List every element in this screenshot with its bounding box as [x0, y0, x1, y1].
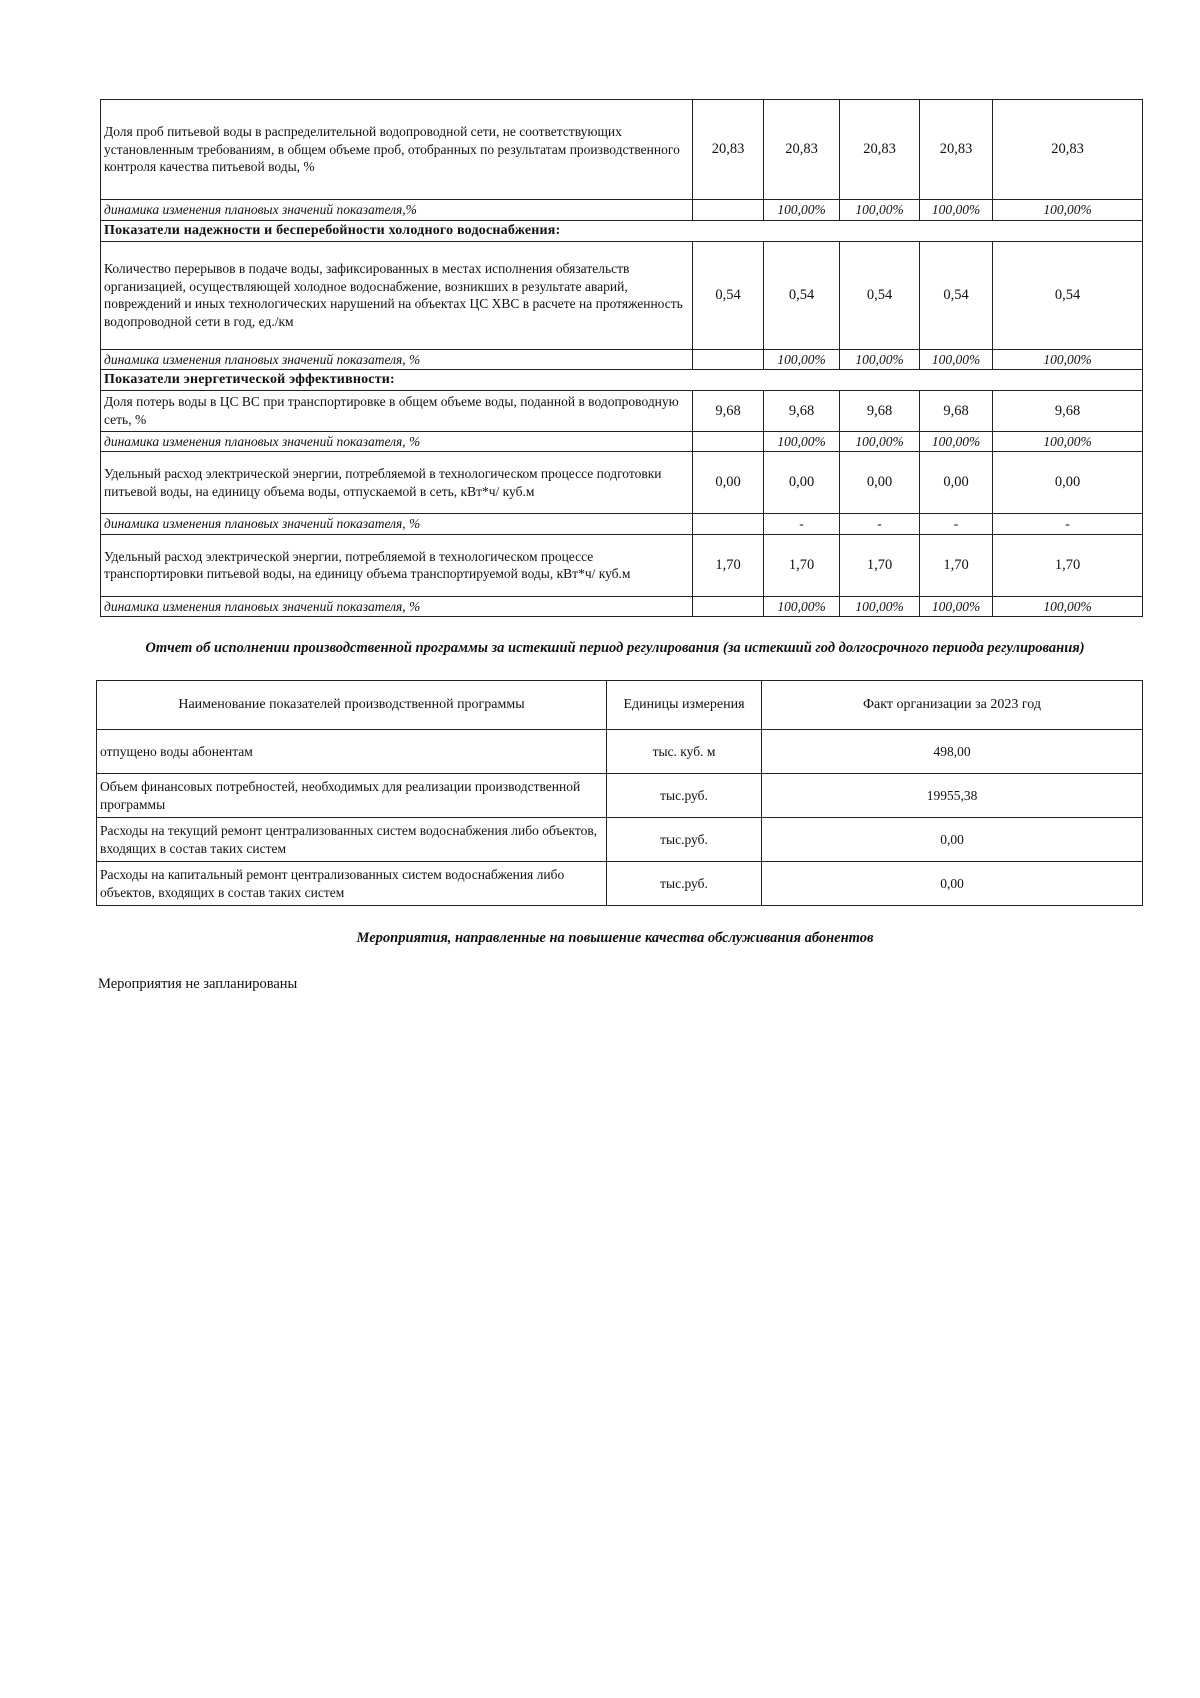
report-cell-unit: тыс.руб. — [607, 774, 762, 818]
indicator-value: 9,68 — [840, 391, 920, 431]
indicator-label: Доля потерь воды в ЦС ВС при транспортировке в общем объеме воды, поданной в водопроводную сеть, % — [101, 391, 693, 431]
indicator-label: динамика изменения плановых значений показателя, % — [101, 349, 693, 370]
report-cell-value: 0,00 — [762, 862, 1143, 906]
dynamic-row — [101, 431, 1143, 452]
indicator-row — [101, 241, 1143, 349]
indicator-label: Удельный расход электрической энергии, потребляемой в технологическом процессе транспортировки питьевой воды, на единицу объема транспортируемой воды, кВт*ч/ куб.м — [101, 534, 693, 596]
indicator-value: 0,54 — [920, 241, 993, 349]
indicator-label: динамика изменения плановых значений показателя,% — [101, 200, 693, 221]
indicator-label: Доля проб питьевой воды в распределительной водопроводной сети, не соответствующих установленным требованиям, в общем объеме проб, отобранных по результатам производственного контроля качества питьевой воды, % — [101, 100, 693, 200]
report-cell-value: 0,00 — [762, 818, 1143, 862]
indicator-value — [693, 349, 764, 370]
indicator-value: 0,00 — [840, 452, 920, 514]
indicator-value — [693, 200, 764, 221]
report-header-row — [97, 681, 1143, 730]
indicator-label: динамика изменения плановых значений показателя, % — [101, 514, 693, 535]
report-header-name: Наименование показателей производственной программы — [97, 681, 607, 730]
dynamic-row — [101, 200, 1143, 221]
indicator-value: 1,70 — [840, 534, 920, 596]
indicator-value: 1,70 — [693, 534, 764, 596]
indicator-value: 100,00% — [920, 431, 993, 452]
report-cell-unit: тыс. куб. м — [607, 730, 762, 774]
indicator-value: 0,54 — [764, 241, 840, 349]
section-heading-row — [101, 370, 1143, 391]
report-cell-name: Объем финансовых потребностей, необходимых для реализации производственной программы — [97, 774, 607, 818]
indicator-value: 20,83 — [920, 100, 993, 200]
indicator-row — [101, 100, 1143, 200]
indicator-value: 100,00% — [920, 200, 993, 221]
indicator-value: 100,00% — [993, 200, 1143, 221]
indicator-value: 1,70 — [920, 534, 993, 596]
indicator-value: 9,68 — [693, 391, 764, 431]
section-heading-row — [101, 220, 1143, 241]
indicator-value: 100,00% — [993, 596, 1143, 617]
indicator-row — [101, 534, 1143, 596]
indicator-value: 100,00% — [764, 200, 840, 221]
indicator-value: 1,70 — [993, 534, 1143, 596]
indicator-value: 20,83 — [764, 100, 840, 200]
indicator-value: 100,00% — [840, 431, 920, 452]
indicator-value: 100,00% — [764, 596, 840, 617]
report-cell-name: Расходы на капитальный ремонт централизованных систем водоснабжения либо объектов, входящих в состав таких систем — [97, 862, 607, 906]
indicator-value: 0,54 — [993, 241, 1143, 349]
indicator-value: 0,00 — [693, 452, 764, 514]
report-row — [97, 730, 1143, 774]
report-row — [97, 774, 1143, 818]
indicator-value: - — [840, 514, 920, 535]
indicator-value: 20,83 — [693, 100, 764, 200]
indicator-value: 0,54 — [840, 241, 920, 349]
dynamic-row — [101, 349, 1143, 370]
measures-text: Мероприятия не запланированы — [98, 976, 298, 992]
dynamic-row — [101, 514, 1143, 535]
indicator-value: 20,83 — [993, 100, 1143, 200]
indicator-value: 9,68 — [764, 391, 840, 431]
report-cell-unit: тыс.руб. — [607, 818, 762, 862]
indicator-value: 100,00% — [840, 349, 920, 370]
indicator-value: 9,68 — [993, 391, 1143, 431]
indicator-value: 0,54 — [693, 241, 764, 349]
report-row — [97, 862, 1143, 906]
indicator-row — [101, 391, 1143, 431]
dynamic-row — [101, 596, 1143, 617]
indicator-value: - — [993, 514, 1143, 535]
indicator-value — [693, 596, 764, 617]
report-header-fact: Факт организации за 2023 год — [762, 681, 1143, 730]
indicator-value: - — [764, 514, 840, 535]
indicator-value: 100,00% — [920, 349, 993, 370]
indicator-label: динамика изменения плановых значений показателя, % — [101, 431, 693, 452]
report-header-unit: Единицы измерения — [607, 681, 762, 730]
indicator-value — [693, 514, 764, 535]
indicator-value: 1,70 — [764, 534, 840, 596]
report-row — [97, 818, 1143, 862]
measures-title: Мероприятия, направленные на повышение качества обслуживания абонентов — [356, 930, 874, 946]
report-title: Отчет об исполнении производственной программы за истекший период регулирования (за истекший год долгосрочного периода регулирования) — [145, 640, 1085, 656]
indicator-value: 100,00% — [993, 431, 1143, 452]
report-cell-name: отпущено воды абонентам — [97, 730, 607, 774]
indicator-label: Удельный расход электрической энергии, потребляемой в технологическом процессе подготовки питьевой воды, на единицу объема воды, отпускаемой в сеть, кВт*ч/ куб.м — [101, 452, 693, 514]
indicator-value: 9,68 — [920, 391, 993, 431]
indicator-value: 100,00% — [840, 596, 920, 617]
indicator-row — [101, 452, 1143, 514]
indicator-value: 0,00 — [920, 452, 993, 514]
indicator-label: динамика изменения плановых значений показателя, % — [101, 596, 693, 617]
report-cell-unit: тыс.руб. — [607, 862, 762, 906]
indicator-value: 100,00% — [920, 596, 993, 617]
indicator-value: - — [920, 514, 993, 535]
report-table — [96, 680, 1143, 906]
indicator-value: 0,00 — [764, 452, 840, 514]
indicator-value: 20,83 — [840, 100, 920, 200]
indicator-label: Количество перерывов в подаче воды, зафиксированных в местах исполнения обязательств организацией, осуществляющей холодное водоснабжение, возникших в результате аварий, повреждений и иных технологических нарушений на объектах ЦС ХВС в расчете на протяженность водопроводной сети в год, ед./км — [101, 241, 693, 349]
indicator-label: Показатели надежности и бесперебойности холодного водоснабжения: — [101, 220, 1143, 241]
report-cell-value: 498,00 — [762, 730, 1143, 774]
report-cell-name: Расходы на текущий ремонт централизованных систем водоснабжения либо объектов, входящих в состав таких систем — [97, 818, 607, 862]
indicator-value: 100,00% — [993, 349, 1143, 370]
report-cell-value: 19955,38 — [762, 774, 1143, 818]
indicator-value: 100,00% — [764, 431, 840, 452]
indicator-label: Показатели энергетической эффективности: — [101, 370, 1143, 391]
indicator-value: 100,00% — [840, 200, 920, 221]
indicator-value — [693, 431, 764, 452]
indicators-table — [100, 99, 1143, 617]
indicator-value: 100,00% — [764, 349, 840, 370]
indicator-value: 0,00 — [993, 452, 1143, 514]
